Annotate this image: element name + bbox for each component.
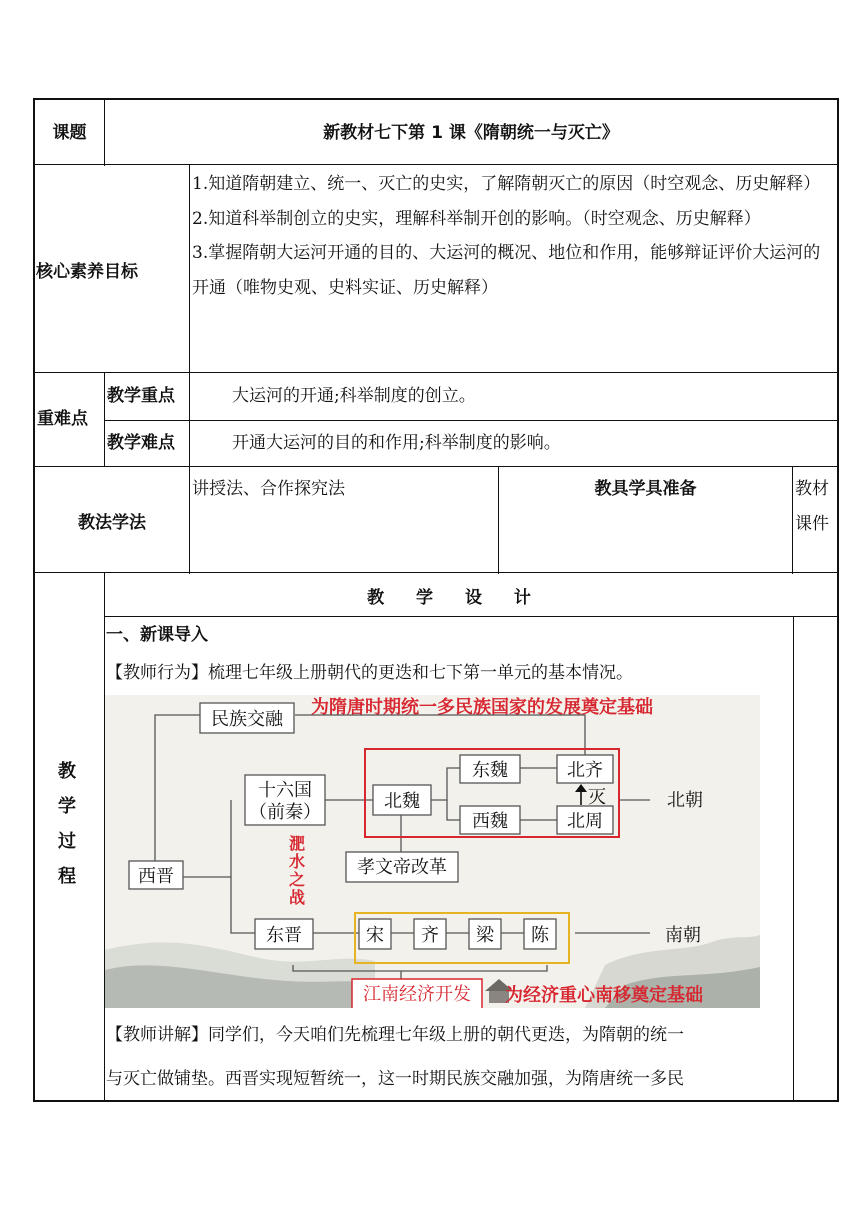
- box-jiangnan: 江南经济开发: [363, 984, 471, 1005]
- box-song: 宋: [366, 925, 384, 946]
- label-feishui-1: 淝: [289, 834, 306, 853]
- tools-label: 教具学具准备: [594, 479, 697, 499]
- goal-item-3: 3.掌握隋朝大运河开通的目的、大运河的概况、地位和作用，能够辩证评价大运河的开通（唯物史观、史料实证、历史解释）: [192, 243, 821, 298]
- label-feishui-3: 之: [289, 870, 306, 889]
- label-beichao: 北朝: [667, 790, 703, 811]
- top-banner-text: 为隋唐时期统一多民族国家的发展奠定基础: [311, 697, 653, 718]
- label-feishui-4: 战: [289, 888, 306, 907]
- teacher-talk-line-2: 与灭亡做铺垫。西晋实现短暂统一，这一时期民族交融加强，为隋唐统一多民: [106, 1069, 684, 1089]
- box-qi: 齐: [421, 925, 439, 946]
- lesson-title: 新教材七下第 1 课《隋朝统一与灭亡》: [323, 123, 619, 143]
- box-xijin: 西晋: [138, 866, 174, 887]
- goal-item-1: 1.知道隋朝建立、统一、灭亡的史实，了解隋朝灭亡的原因（时空观念、历史解释）: [192, 174, 821, 194]
- goals-label: 核心素养目标: [36, 262, 138, 282]
- topic-label: 课题: [52, 123, 87, 143]
- methods-label: 教法学法: [78, 513, 146, 533]
- key-points-label: 重难点: [37, 409, 88, 429]
- goal-item-2: 2.知道科举制创立的史实，理解科举制开创的影响。（时空观念、历史解释）: [192, 208, 761, 229]
- teacher-talk-line-1: 【教师讲解】同学们，今天咱们先梳理七年级上册的朝代更迭，为隋朝的统一: [106, 1025, 684, 1045]
- tools-value: 教材课件: [795, 479, 829, 534]
- methods-value: 讲授法、合作探究法: [192, 479, 345, 499]
- difficulty-label: 教学难点: [107, 433, 175, 453]
- label-feishui-2: 水: [289, 852, 306, 871]
- box-beiwei: 北魏: [384, 791, 420, 812]
- box-minzu: 民族交融: [211, 709, 283, 730]
- goals-list: [192, 167, 835, 305]
- dynasty-diagram-svg: [105, 695, 760, 1008]
- bottom-banner-text: 为经济重心南移奠定基础: [505, 985, 703, 1006]
- focus-value: 大运河的开通;科举制度的创立。: [232, 386, 476, 406]
- box-shiliu: 十六国: [258, 780, 312, 801]
- box-beizhou: 北周: [567, 811, 603, 832]
- box-dongjin: 东晋: [266, 925, 302, 946]
- label-mie: 灭: [588, 787, 606, 808]
- design-title: 教 学 设 计: [367, 588, 531, 608]
- difficulty-value: 开通大运河的目的和作用;科举制度的影响。: [232, 433, 561, 453]
- dynasty-diagram: [105, 695, 760, 1008]
- box-chen: 陈: [531, 925, 549, 946]
- section-title: 一、新课导入: [106, 625, 208, 645]
- label-nanchao: 南朝: [665, 925, 701, 946]
- box-liang: 梁: [476, 925, 494, 946]
- box-xiaowen: 孝文帝改革: [357, 857, 447, 878]
- box-xiwei: 西魏: [472, 811, 508, 832]
- teacher-action: 【教师行为】梳理七年级上册朝代的更迭和七下第一单元的基本情况。: [106, 663, 633, 683]
- box-beiqi: 北齐: [567, 760, 603, 781]
- box-dongwei: 东魏: [472, 760, 508, 781]
- focus-label: 教学重点: [107, 386, 175, 406]
- process-label: 教学过程: [58, 761, 76, 887]
- box-qianqin: （前秦）: [249, 802, 321, 823]
